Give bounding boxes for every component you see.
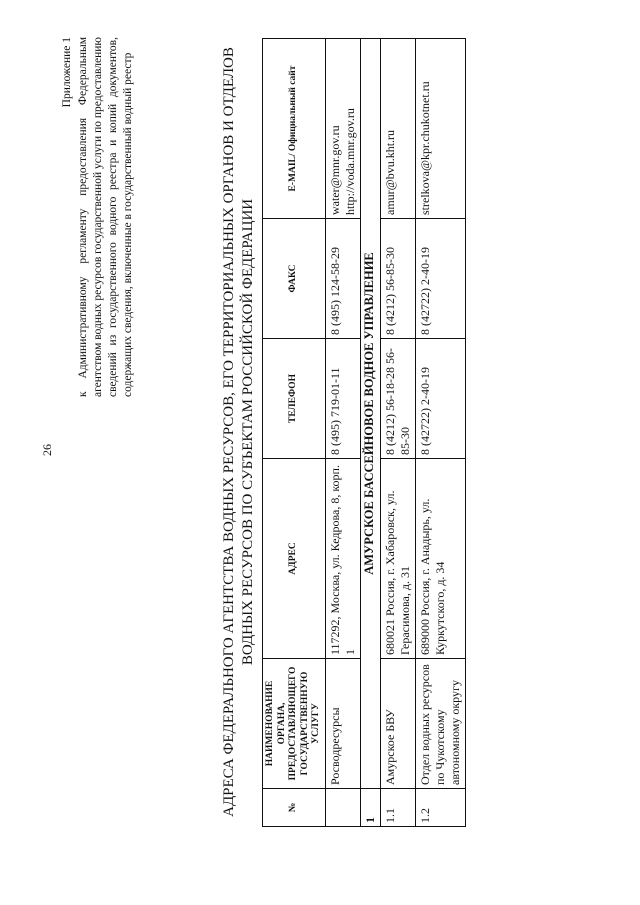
cell-fax: 8 (42722) 2-40-19 [415, 219, 465, 339]
appendix-block [60, 37, 136, 397]
cell-address: 680021 Россия, г. Хабаровск, ул. Герасимова, д. 31 [380, 459, 415, 659]
cell-address: 117292, Москва, ул. Кедрова, 8, корп. 1 [325, 459, 360, 659]
cell-phone: 8 (495) 719-01-11 [325, 339, 360, 459]
cell-num [325, 789, 360, 827]
header-num: № [263, 789, 326, 827]
document-title: АДРЕСА ФЕДЕРАЛЬНОГО АГЕНТСТВА ВОДНЫХ РЕСУРСОВ, ЕГО ТЕРРИТОРИАЛЬНЫХ ОРГАНОВ И ОТДЕЛОВ ВОДНЫХ РЕСУРСОВ ПО СУБЪЕКТАМ РОССИЙСКОЙ ФЕДЕРАЦИИ [221, 47, 256, 817]
header-phone: ТЕЛЕФОН [263, 339, 326, 459]
cell-num: 1.1 [380, 789, 415, 827]
cell-email: amur@bvu.kht.ru [380, 39, 415, 219]
cell-name: Амурское БВУ [380, 659, 415, 789]
cell-fax: 8 (495) 124-58-29 [325, 219, 360, 339]
table-row [325, 39, 360, 827]
cell-email: strelkova@kpr.chukotnet.ru [415, 39, 465, 219]
cell-num: 1.2 [415, 789, 465, 827]
cell-address: 689000 Россия, г. Анадырь, ул. Куркутского, д. 34 [415, 459, 465, 659]
section-num: 1 [360, 789, 380, 827]
section-row [360, 39, 380, 827]
cell-name: Отдел водных ресурсов по Чукотскому автономному округу [415, 659, 465, 789]
header-address: АДРЕС [263, 459, 326, 659]
cell-phone: 8 (4212) 56-18-28 56-85-30 [380, 339, 415, 459]
table-header-row [263, 39, 326, 827]
address-table [262, 38, 466, 827]
table-row [415, 39, 465, 827]
appendix-heading: Приложение 1 [61, 37, 73, 108]
page-number: 26 [40, 444, 54, 456]
table-row [380, 39, 415, 827]
cell-name: Росводресурсы [325, 659, 360, 789]
appendix-text: к Административному регламенту предоставления Федеральным агентством водных ресурсов государственной услуги по предоставлению сведений из государственного водного реестра и копий документов, содержащих сведения, включенные в государственный водный реестр [77, 37, 134, 397]
section-title: АМУРСКОЕ БАССЕЙНОВОЕ ВОДНОЕ УПРАВЛЕНИЕ [360, 39, 380, 789]
cell-phone: 8 (42722) 2-40-19 [415, 339, 465, 459]
header-name: НАИМЕНОВАНИЕ ОРГАНА, ПРЕДОСТАВЛЯЮЩЕГО ГОСУДАРСТВЕННУЮ УСЛУГУ [263, 659, 326, 789]
header-fax: ФАКС [263, 219, 326, 339]
cell-fax: 8 (4212) 56-85-30 [380, 219, 415, 339]
cell-email: water@mnr.gov.ru http://voda.mnr.gov.ru [325, 39, 360, 219]
header-email: E-MAIL/ Официальный сайт [263, 39, 326, 219]
